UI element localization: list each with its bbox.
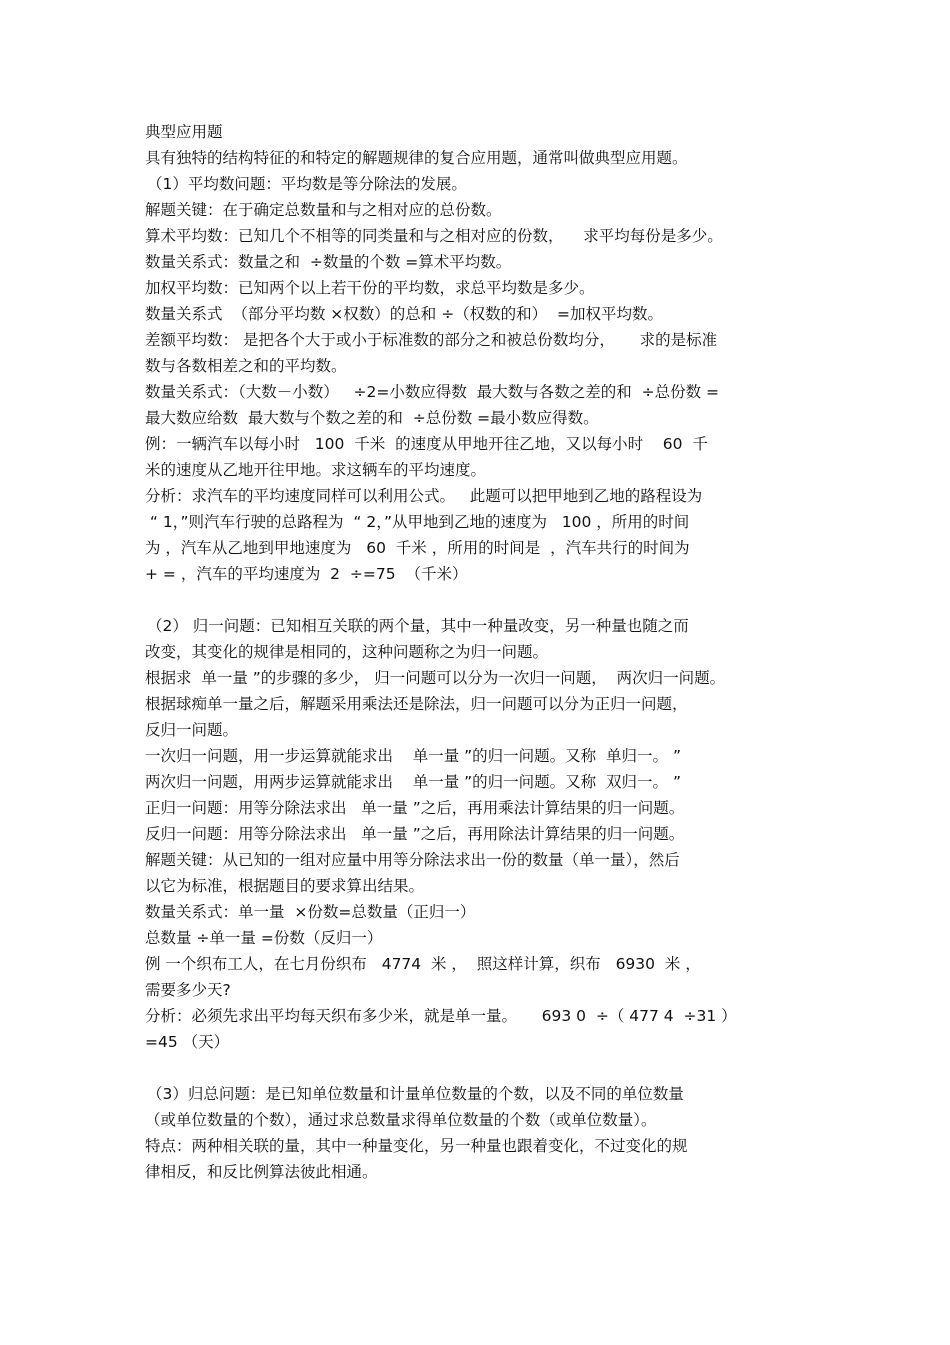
text-line: 两次归一问题，用两步运算就能求出 单一量 ”的归一问题。又称 双归一。 ” bbox=[145, 773, 681, 791]
text-line: 加权平均数：已知两个以上若干份的平均数，求总平均数是多少。 bbox=[145, 279, 595, 297]
paragraph-gap bbox=[145, 587, 815, 613]
text-line: 律相反，和反比例算法彼此相通。 bbox=[145, 1163, 378, 1181]
text-line: 数量关系式：单一量 ×份数=总数量（正归一） bbox=[145, 903, 476, 921]
text-line: “ 1，”则汽车行驶的总路程为 “ 2，”从甲地到乙地的速度为 100 ，所用的时间 bbox=[145, 513, 690, 531]
text-line: 为 ，汽车从乙地到甲地速度为 60 千米 ，所用的时间是 ，汽车共行的时间为 bbox=[145, 539, 690, 557]
text-line: （2） 归一问题：已知相互关联的两个量，其中一种量改变，另一种量也随之而 bbox=[147, 617, 689, 635]
text-line: （3）归总问题：是已知单位数量和计量单位数量的个数，以及不同的单位数量 bbox=[147, 1085, 684, 1103]
text-line: 例：一辆汽车以每小时 100 千米 的速度从甲地开往乙地，又以每小时 60 千 bbox=[145, 435, 708, 453]
text-line: 总数量 ÷单一量 =份数（反归一） bbox=[145, 929, 383, 947]
text-line: 正归一问题：用等分除法求出 单一量 ”之后，再用乘法计算结果的归一问题。 bbox=[145, 799, 685, 817]
text-line: 反归一问题：用等分除法求出 单一量 ”之后，再用除法计算结果的归一问题。 bbox=[145, 825, 685, 843]
text-line: 数量关系式 （部分平均数 ×权数）的总和 ÷（权数的和） =加权平均数。 bbox=[145, 305, 664, 323]
text-line: 改变，其变化的规律是相同的，这种问题称之为归一问题。 bbox=[145, 643, 549, 661]
text-line: 解题关键：在于确定总数量和与之相对应的总份数。 bbox=[145, 201, 502, 219]
text-line: 最大数应给数 最大数与个数之差的和 ÷总份数 =最小数应得数。 bbox=[145, 409, 599, 427]
text-line: =45 （天） bbox=[145, 1033, 230, 1051]
text-line: 解题关键：从已知的一组对应量中用等分除法求出一份的数量（单一量），然后 bbox=[145, 851, 680, 869]
section-average-problem bbox=[145, 171, 815, 587]
text-line: 以它为标准，根据题目的要求算出结果。 bbox=[145, 877, 425, 895]
text-line: 分析：必须先求出平均每天织布多少米，就是单一量。 693 0 ÷（ 477 4 ÷31 ） bbox=[145, 1007, 737, 1025]
text-line: 根据求 单一量 ”的步骤的多少， 归一问题可以分为一次归一问题， 两次归一问题。 bbox=[145, 669, 726, 687]
document-body bbox=[145, 119, 815, 1185]
text-line: 分析：求汽车的平均速度同样可以利用公式。 此题可以把甲地到乙地的路程设为 bbox=[145, 487, 703, 505]
text-line: + = ，汽车的平均速度为 2 ÷=75 （千米） bbox=[145, 565, 468, 583]
document-title: 典型应用题 bbox=[145, 123, 223, 141]
text-line: 根据球痴单一量之后，解题采用乘法还是除法，归一问题可以分为正归一问题， bbox=[145, 695, 688, 713]
intro-paragraph: 具有独特的结构特征的和特定的解题规律的复合应用题，通常叫做典型应用题。 bbox=[145, 149, 688, 167]
text-line: 数与各数相差之和的平均数。 bbox=[145, 357, 347, 375]
text-line: 算术平均数：已知几个不相等的同类量和与之相对应的份数， 求平均每份是多少。 bbox=[145, 227, 723, 245]
text-line: 数量关系式：数量之和 ÷数量的个数 =算术平均数。 bbox=[145, 253, 512, 271]
text-line: 例 一个织布工人，在七月份织布 4774 米 ， 照这样计算，织布 6930 米 ， bbox=[145, 955, 701, 973]
section-total-problem bbox=[145, 1081, 815, 1185]
text-line: 米的速度从乙地开往甲地。求这辆车的平均速度。 bbox=[145, 461, 487, 479]
text-line: （或单位数量的个数），通过求总数量求得单位数量的个数（或单位数量）。 bbox=[145, 1111, 657, 1129]
paragraph-gap bbox=[145, 1055, 815, 1081]
text-line: 特点：两种相关联的量，其中一种量变化，另一种量也跟着变化，不过变化的规 bbox=[145, 1137, 688, 1155]
text-line: 反归一问题。 bbox=[145, 721, 239, 739]
text-line: 数量关系式：（大数－小数） ÷2=小数应得数 最大数与各数之差的和 ÷总份数 = bbox=[145, 383, 719, 401]
text-line: （1）平均数问题：平均数是等分除法的发展。 bbox=[147, 175, 467, 193]
text-line: 需要多少天? bbox=[145, 981, 231, 999]
text-line: 一次归一问题，用一步运算就能求出 单一量 ”的归一问题。又称 单归一。 ” bbox=[145, 747, 681, 765]
text-line: 差额平均数： 是把各个大于或小于标准数的部分之和被总份数均分， 求的是标准 bbox=[145, 331, 718, 349]
section-unitary-problem bbox=[145, 613, 815, 1055]
